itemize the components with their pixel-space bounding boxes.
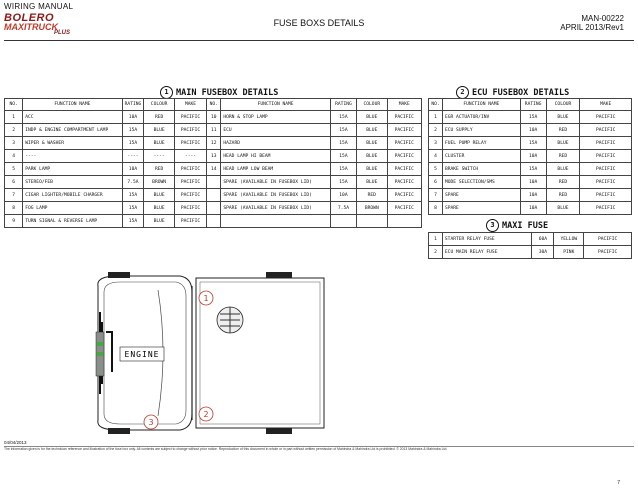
- table-cell: 7: [5, 189, 23, 202]
- table-cell: HAZARD: [221, 137, 330, 150]
- table-cell: 3: [429, 137, 443, 150]
- table-cell: PACIFIC: [580, 189, 632, 202]
- table-cell: 1: [429, 233, 443, 246]
- rear-left-wheel: [266, 272, 292, 278]
- col-header: COLOUR: [144, 99, 174, 111]
- table-cell: ACC: [23, 111, 122, 124]
- table-cell: 10A: [520, 189, 546, 202]
- table-cell: 15A: [330, 163, 356, 176]
- table-row: [429, 163, 632, 176]
- doc-code-block: [560, 14, 624, 32]
- table-cell: FOG LAMP: [23, 202, 122, 215]
- table-cell: 2: [5, 124, 23, 137]
- main-fusebox-number: 1: [160, 86, 173, 99]
- table-cell: PACIFIC: [174, 137, 206, 150]
- table-row: [5, 111, 422, 124]
- table-cell: 10A: [330, 189, 356, 202]
- maxi-fuse-title-text: MAXI FUSE: [502, 221, 549, 231]
- table-cell: 30A: [532, 246, 554, 259]
- table-cell: INDP & ENGINE COMPARTMENT LAMP: [23, 124, 122, 137]
- col-header: NO.: [429, 99, 443, 111]
- table-cell: BLUE: [144, 124, 174, 137]
- table-cell: 6: [5, 176, 23, 189]
- table-cell: BLUE: [546, 111, 580, 124]
- table-cell: PACIFIC: [174, 215, 206, 228]
- table-row: [429, 111, 632, 124]
- table-cell: PACIFIC: [387, 176, 422, 189]
- table-cell: 11: [207, 124, 221, 137]
- table-cell: FUEL PUMP RELAY: [442, 137, 520, 150]
- logo-top: BOLERO: [4, 12, 55, 24]
- table-cell: [207, 215, 221, 228]
- table-cell: PACIFIC: [584, 233, 632, 246]
- table-cell: [357, 215, 387, 228]
- table-cell: ECU: [221, 124, 330, 137]
- table-cell: 15A: [520, 111, 546, 124]
- table-cell: 5: [429, 163, 443, 176]
- table-cell: WIPER & WASHER: [23, 137, 122, 150]
- table-cell: RED: [546, 150, 580, 163]
- table-cell: BLUE: [546, 163, 580, 176]
- main-fusebox-header-row: [5, 99, 422, 111]
- table-cell: EGR ACTUATOR/INV: [442, 111, 520, 124]
- main-fusebox-table: [4, 98, 422, 228]
- table-cell: ECU MAIN RELAY FUSE: [442, 246, 532, 259]
- table-row: [429, 150, 632, 163]
- marker-3: 3: [148, 418, 154, 427]
- table-cell: SPARE: [442, 189, 520, 202]
- col-header: FUNCTION NAME: [23, 99, 122, 111]
- table-cell: CIGAR LIGHTER/MOBILE CHARGER: [23, 189, 122, 202]
- table-cell: [330, 215, 356, 228]
- table-cell: 7: [429, 189, 443, 202]
- fuse-green: [97, 342, 103, 346]
- table-cell: PACIFIC: [580, 124, 632, 137]
- col-header: NO.: [5, 99, 23, 111]
- table-cell: 15A: [122, 124, 144, 137]
- table-cell: 15A: [330, 137, 356, 150]
- col-header: MAKE: [387, 99, 422, 111]
- table-cell: 2: [429, 246, 443, 259]
- table-cell: 7.5A: [122, 176, 144, 189]
- table-cell: 15A: [122, 137, 144, 150]
- table-cell: RED: [546, 176, 580, 189]
- logo-mid: MAXITRUCK: [4, 22, 58, 32]
- table-cell: PACIFIC: [174, 202, 206, 215]
- table-row: [429, 137, 632, 150]
- table-row: [429, 246, 632, 259]
- col-header: RATING: [520, 99, 546, 111]
- table-cell: PACIFIC: [584, 246, 632, 259]
- table-cell: 9: [5, 215, 23, 228]
- table-row: [429, 233, 632, 246]
- table-cell: BLUE: [144, 202, 174, 215]
- table-cell: 15A: [330, 124, 356, 137]
- table-cell: PACIFIC: [387, 111, 422, 124]
- table-row: [429, 176, 632, 189]
- table-cell: YELLOW: [554, 233, 584, 246]
- table-cell: PACIFIC: [580, 163, 632, 176]
- table-cell: 15A: [330, 150, 356, 163]
- table-cell: [207, 202, 221, 215]
- table-cell: PACIFIC: [387, 163, 422, 176]
- table-cell: 15A: [122, 189, 144, 202]
- table-cell: BROWN: [357, 202, 387, 215]
- table-cell: 8: [429, 202, 443, 215]
- col-header: NO.: [207, 99, 221, 111]
- cargo-bed: [196, 278, 324, 428]
- table-cell: PACIFIC: [387, 202, 422, 215]
- table-cell: 15A: [122, 202, 144, 215]
- table-cell: ----: [122, 150, 144, 163]
- table-cell: 10A: [520, 176, 546, 189]
- col-header: RATING: [122, 99, 144, 111]
- table-cell: 10A: [122, 163, 144, 176]
- manual-label: WIRING MANUAL: [4, 2, 74, 11]
- table-cell: CLUSTER: [442, 150, 520, 163]
- table-row: [5, 215, 422, 228]
- table-cell: 10A: [122, 111, 144, 124]
- front-right-wheel: [108, 428, 130, 434]
- table-cell: 15A: [122, 215, 144, 228]
- col-header: FUNCTION NAME: [442, 99, 520, 111]
- maxi-fuse-table: [428, 232, 632, 259]
- col-header: FUNCTION NAME: [221, 99, 330, 111]
- table-cell: 15A: [520, 137, 546, 150]
- footer-doc-id: 04/04/2013: [4, 440, 27, 445]
- vehicle-top-view-diagram: [88, 272, 328, 434]
- table-row: [5, 176, 422, 189]
- rear-right-wheel: [266, 428, 292, 434]
- table-cell: BLUE: [357, 163, 387, 176]
- table-cell: RED: [357, 189, 387, 202]
- table-cell: 3: [5, 137, 23, 150]
- table-cell: PACIFIC: [174, 176, 206, 189]
- table-row: [429, 189, 632, 202]
- table-cell: SPARE (AVAILABLE IN FUSEBOX LID): [221, 176, 330, 189]
- table-cell: BLUE: [357, 150, 387, 163]
- main-fusebox-title-text: MAIN FUSEBOX DETAILS: [176, 88, 279, 98]
- table-cell: 5: [5, 163, 23, 176]
- table-cell: PACIFIC: [387, 124, 422, 137]
- engine-label: ENGINE: [124, 350, 160, 359]
- table-cell: BLUE: [144, 189, 174, 202]
- table-cell: PACIFIC: [387, 137, 422, 150]
- table-cell: TURN SIGNAL & REVERSE LAMP: [23, 215, 122, 228]
- col-header: MAKE: [580, 99, 632, 111]
- table-cell: 10A: [520, 150, 546, 163]
- table-cell: 13: [207, 150, 221, 163]
- fuse-green-2: [97, 352, 103, 356]
- table-cell: BLUE: [546, 202, 580, 215]
- table-cell: PACIFIC: [580, 176, 632, 189]
- table-cell: RED: [546, 124, 580, 137]
- table-cell: RED: [546, 189, 580, 202]
- table-cell: PINK: [554, 246, 584, 259]
- col-header: COLOUR: [546, 99, 580, 111]
- table-cell: [387, 215, 422, 228]
- page-title: FUSE BOXS DETAILS: [273, 18, 365, 28]
- ecu-fusebox-number: 2: [456, 86, 469, 99]
- table-cell: 7.5A: [330, 202, 356, 215]
- table-cell: 8: [5, 202, 23, 215]
- table-cell: 1: [5, 111, 23, 124]
- table-cell: PACIFIC: [387, 189, 422, 202]
- table-row: [429, 124, 632, 137]
- table-cell: HORN & STOP LAMP: [221, 111, 330, 124]
- table-cell: ECU SUPPLY: [442, 124, 520, 137]
- table-cell: PACIFIC: [580, 111, 632, 124]
- table-cell: SPARE: [442, 202, 520, 215]
- table-cell: 10A: [520, 124, 546, 137]
- table-row: [429, 202, 632, 215]
- doc-code: MAN-00222: [581, 14, 624, 23]
- doc-date: APRIL 2013/Rev1: [560, 23, 624, 32]
- table-cell: PARK LAMP: [23, 163, 122, 176]
- col-header: RATING: [330, 99, 356, 111]
- table-cell: BLUE: [144, 215, 174, 228]
- maxi-fuse-title: [486, 219, 548, 232]
- table-cell: 10A: [520, 202, 546, 215]
- table-row: [5, 137, 422, 150]
- table-cell: BROWN: [144, 176, 174, 189]
- ecu-fusebox-header-row: [429, 99, 632, 111]
- table-cell: BLUE: [357, 137, 387, 150]
- table-cell: 4: [429, 150, 443, 163]
- table-cell: 1: [429, 111, 443, 124]
- table-cell: PACIFIC: [580, 202, 632, 215]
- table-cell: RED: [144, 163, 174, 176]
- ecu-fusebox-table: [428, 98, 632, 215]
- table-cell: 60A: [532, 233, 554, 246]
- header-divider: [4, 40, 634, 41]
- table-cell: MODE SELECTION/SMS: [442, 176, 520, 189]
- marker-2: 2: [203, 410, 209, 419]
- col-header: COLOUR: [357, 99, 387, 111]
- ecu-fusebox-title-text: ECU FUSEBOX DETAILS: [472, 88, 570, 98]
- table-cell: HEAD LAMP LOW BEAM: [221, 163, 330, 176]
- table-cell: 15A: [520, 163, 546, 176]
- logo-sub: PLUS: [54, 30, 71, 36]
- table-cell: STARTER RELAY FUSE: [442, 233, 532, 246]
- table-cell: BLUE: [357, 111, 387, 124]
- table-cell: BLUE: [144, 137, 174, 150]
- table-cell: [207, 176, 221, 189]
- table-cell: 4: [5, 150, 23, 163]
- table-cell: PACIFIC: [580, 137, 632, 150]
- table-cell: [221, 215, 330, 228]
- table-cell: ----: [144, 150, 174, 163]
- front-left-wheel: [108, 272, 130, 278]
- table-cell: 15A: [330, 111, 356, 124]
- table-cell: [207, 189, 221, 202]
- table-row: [5, 163, 422, 176]
- table-row: [5, 189, 422, 202]
- table-cell: BLUE: [546, 137, 580, 150]
- table-cell: 12: [207, 137, 221, 150]
- footer-disclaimer: The information given is for the technician reference and illustration of the fuse box only. All contents are subject to change without prior notice. Reproduction of this document in whole or in part without written permission of Mahindra & Mahindra Ltd is prohibited. © 2013 Mahindra & Mahindra Ltd.: [4, 447, 448, 451]
- table-cell: SPARE (AVAILABLE IN FUSEBOX LID): [221, 189, 330, 202]
- maxi-fuse-number: 3: [486, 219, 499, 232]
- page-number: 7: [617, 480, 620, 486]
- table-cell: 6: [429, 176, 443, 189]
- table-cell: PACIFIC: [174, 163, 206, 176]
- table-cell: 2: [429, 124, 443, 137]
- table-cell: PACIFIC: [174, 189, 206, 202]
- table-cell: 15A: [330, 176, 356, 189]
- table-cell: PACIFIC: [387, 150, 422, 163]
- table-cell: BLUE: [357, 176, 387, 189]
- table-cell: PACIFIC: [580, 150, 632, 163]
- table-row: [5, 124, 422, 137]
- table-cell: PACIFIC: [174, 111, 206, 124]
- table-cell: SPARE (AVAILABLE IN FUSEBOX LID): [221, 202, 330, 215]
- table-cell: ----: [174, 150, 206, 163]
- table-cell: 10: [207, 111, 221, 124]
- table-cell: RED: [144, 111, 174, 124]
- table-cell: BLUE: [357, 124, 387, 137]
- table-cell: PACIFIC: [174, 124, 206, 137]
- table-cell: 14: [207, 163, 221, 176]
- table-cell: BRAKE SWITCH: [442, 163, 520, 176]
- table-row: [5, 202, 422, 215]
- col-header: MAKE: [174, 99, 206, 111]
- table-cell: ----: [23, 150, 122, 163]
- table-cell: HEAD LAMP HI BEAM: [221, 150, 330, 163]
- marker-1: 1: [203, 294, 209, 303]
- table-row: [5, 150, 422, 163]
- table-cell: STEREO/FEB: [23, 176, 122, 189]
